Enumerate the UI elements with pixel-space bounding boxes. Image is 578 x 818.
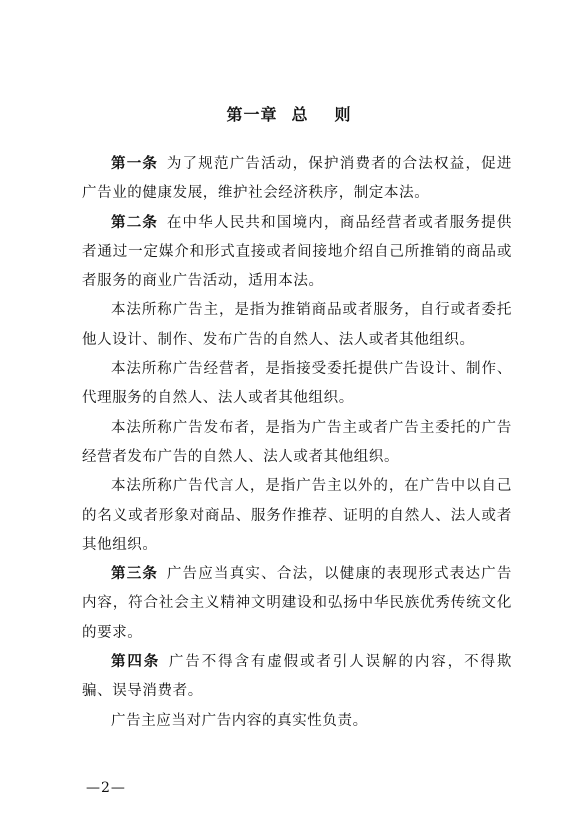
paragraph-ad-publisher-definition [82, 414, 512, 473]
chapter-heading [0, 103, 578, 127]
paragraph-text: 广告主应当对广告内容的真实性负责。 [111, 712, 368, 729]
article-label: 第三条 [111, 566, 159, 583]
paragraph-text: 广告不得含有虚假或者引人误解的内容，不得欺骗、误导消费者。 [82, 654, 512, 700]
paragraph-text: 本法所称广告发布者，是指为广告主或者广告主委托的广告经营者发布广告的自然人、法人或者其他组织。 [82, 419, 512, 465]
chapter-title-part2: 则 [334, 105, 352, 124]
paragraph-article-4 [82, 648, 512, 707]
paragraph-text: 本法所称广告代言人，是指广告主以外的，在广告中以自己的名义或者形象对商品、服务作推荐、证明的自然人、法人或者其他组织。 [82, 478, 512, 553]
paragraph-advertiser-responsibility [82, 707, 512, 736]
paragraph-advertiser-definition [82, 296, 512, 355]
paragraph-text: 本法所称广告主，是指为推销商品或者服务，自行或者委托他人设计、制作、发布广告的自然人、法人或者其他组织。 [82, 302, 512, 348]
paragraph-text: 本法所称广告经营者，是指接受委托提供广告设计、制作、代理服务的自然人、法人或者其他组织。 [82, 361, 512, 407]
paragraph-ad-endorser-definition [82, 472, 512, 560]
article-label: 第一条 [111, 156, 159, 172]
article-label: 第四条 [111, 654, 161, 671]
paragraph-article-1 [82, 150, 512, 209]
paragraph-article-2 [82, 209, 512, 297]
chapter-title-part1: 总 [291, 105, 309, 124]
paragraph-article-3 [82, 560, 512, 648]
document-body [82, 150, 512, 736]
paragraph-text: 为了规范广告活动，保护消费者的合法权益，促进广告业的健康发展，维护社会经济秩序，制定本法。 [82, 156, 512, 202]
page-number: —2— [86, 780, 126, 796]
chapter-number: 第一章 [226, 105, 278, 124]
paragraph-text: 在中华人民共和国境内，商品经营者或者服务提供者通过一定媒介和形式直接或者间接地介绍自己所推销的商品或者服务的商业广告活动，适用本法。 [82, 214, 512, 290]
article-label: 第二条 [111, 214, 159, 231]
paragraph-ad-operator-definition [82, 355, 512, 414]
paragraph-text: 广告应当真实、合法，以健康的表现形式表达广告内容，符合社会主义精神文明建设和弘扬中华民族优秀传统文化的要求。 [82, 566, 512, 641]
